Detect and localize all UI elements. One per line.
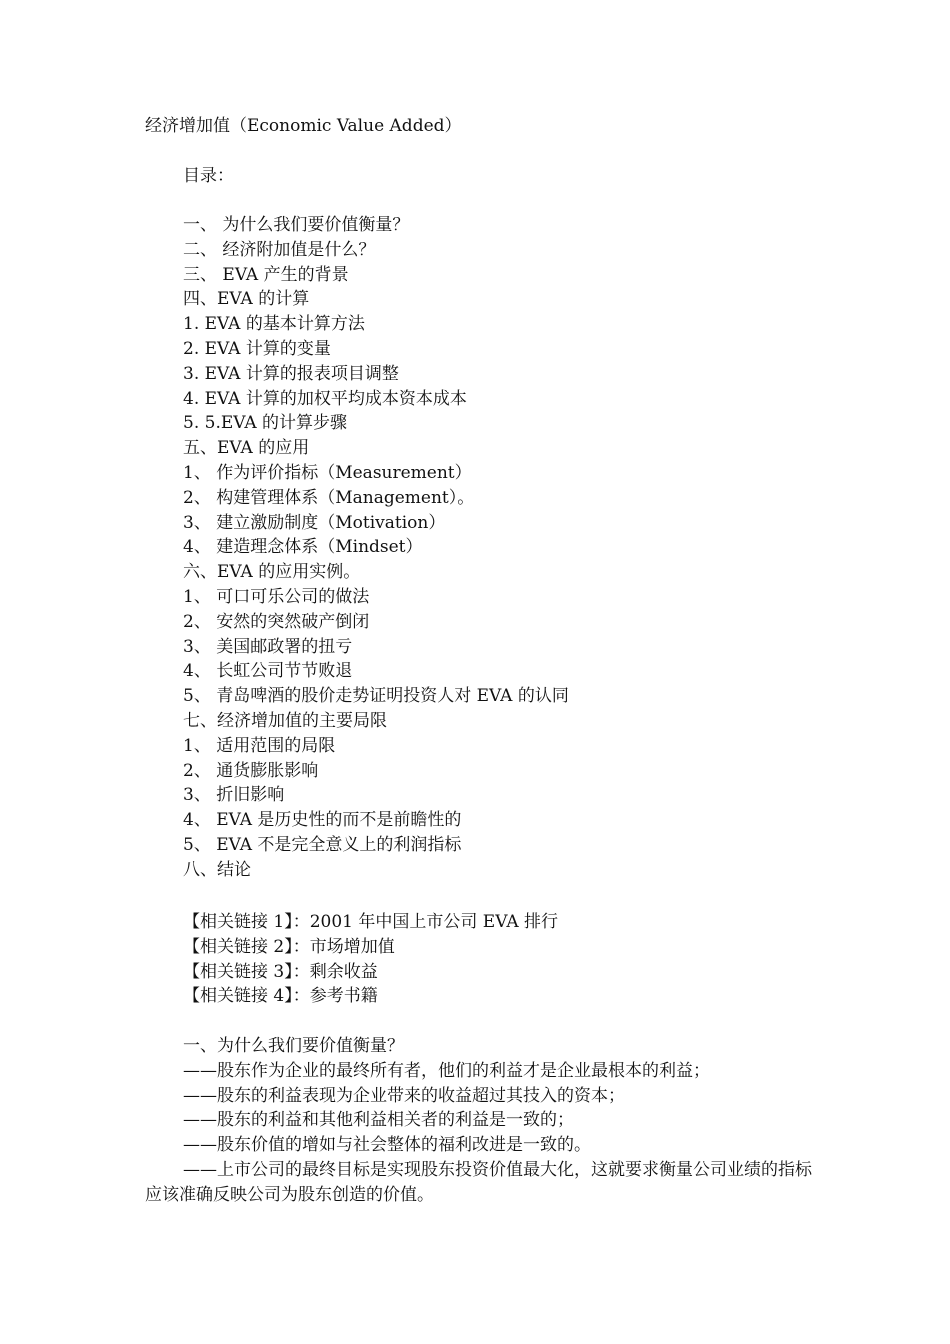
toc-item: 3、 折旧影响 [183, 785, 285, 806]
toc-item: 4. EVA 计算的加权平均成本资本成本 [183, 388, 467, 409]
table-of-contents [183, 213, 569, 883]
toc-item: 3、 建立激励制度（Motivation） [183, 512, 446, 533]
toc-item: 六、EVA 的应用实例。 [183, 562, 361, 583]
toc-item: 5、 EVA 不是完全意义上的利润指标 [183, 834, 462, 855]
document-title: 经济增加值（Economic Value Added） [145, 116, 462, 136]
related-links [183, 910, 558, 1009]
section-bullet: ——股东的利益和其他利益相关者的利益是一致的； [183, 1110, 574, 1131]
related-link: 【相关链接 1】：2001 年中国上市公司 EVA 排行 [183, 912, 559, 932]
toc-item: 2、 构建管理体系（Management）。 [183, 487, 475, 508]
toc-item: 1、 作为评价指标（Measurement） [183, 462, 472, 483]
related-link: 【相关链接 4】：参考书籍 [183, 986, 378, 1007]
toc-item: 四、EVA 的计算 [183, 289, 310, 310]
toc-item: 1. EVA 的基本计算方法 [183, 314, 365, 335]
section-title: 一、为什么我们要价值衡量？ [183, 1036, 404, 1056]
toc-item: 三、 EVA 产生的背景 [183, 264, 349, 285]
toc-item: 1、 适用范围的局限 [183, 735, 336, 756]
toc-item: 2、 安然的突然破产倒闭 [183, 611, 370, 632]
toc-item: 5、 青岛啤酒的股价走势证明投资人对 EVA 的认同 [183, 686, 569, 707]
section-bullet: ——股东价值的增如与社会整体的福利改进是一致的。 [183, 1135, 591, 1156]
section-paragraph: ——上市公司的最终目标是实现股东投资价值最大化，这就要求衡量公司业绩的指标应该准确反映公司为股东创造的价值。 [145, 1160, 812, 1205]
toc-item: 二、 经济附加值是什么？ [183, 239, 376, 260]
related-link: 【相关链接 3】：剩余收益 [183, 961, 378, 982]
section-bullet: ——股东作为企业的最终所有者，他们的利益才是企业最根本的利益； [183, 1060, 710, 1081]
toc-item: 4、 建造理念体系（Mindset） [183, 537, 423, 558]
toc-item: 4、 长虹公司节节败退 [183, 661, 353, 682]
toc-item: 七、经济增加值的主要局限 [183, 710, 387, 731]
toc-item: 3. EVA 计算的报表项目调整 [183, 363, 399, 384]
toc-item: 1、 可口可乐公司的做法 [183, 586, 370, 607]
toc-item: 4、 EVA 是历史性的而不是前瞻性的 [183, 810, 462, 831]
toc-item: 5. 5.EVA 的计算步骤 [183, 413, 348, 434]
section-why-value-measurement [183, 1034, 808, 1158]
toc-item: 一、 为什么我们要价值衡量？ [183, 215, 410, 235]
toc-item: 2、 通货膨胀影响 [183, 760, 319, 781]
toc-item: 八、结论 [183, 859, 251, 880]
related-link: 【相关链接 2】：市场增加值 [183, 936, 395, 957]
section-bullet: ——股东的利益表现为企业带来的收益超过其技入的资本； [183, 1085, 625, 1106]
toc-heading: 目录： [183, 166, 234, 186]
toc-item: 2. EVA 计算的变量 [183, 338, 331, 359]
toc-item: 3、 美国邮政署的扭亏 [183, 636, 353, 657]
toc-item: 五、EVA 的应用 [183, 438, 310, 459]
